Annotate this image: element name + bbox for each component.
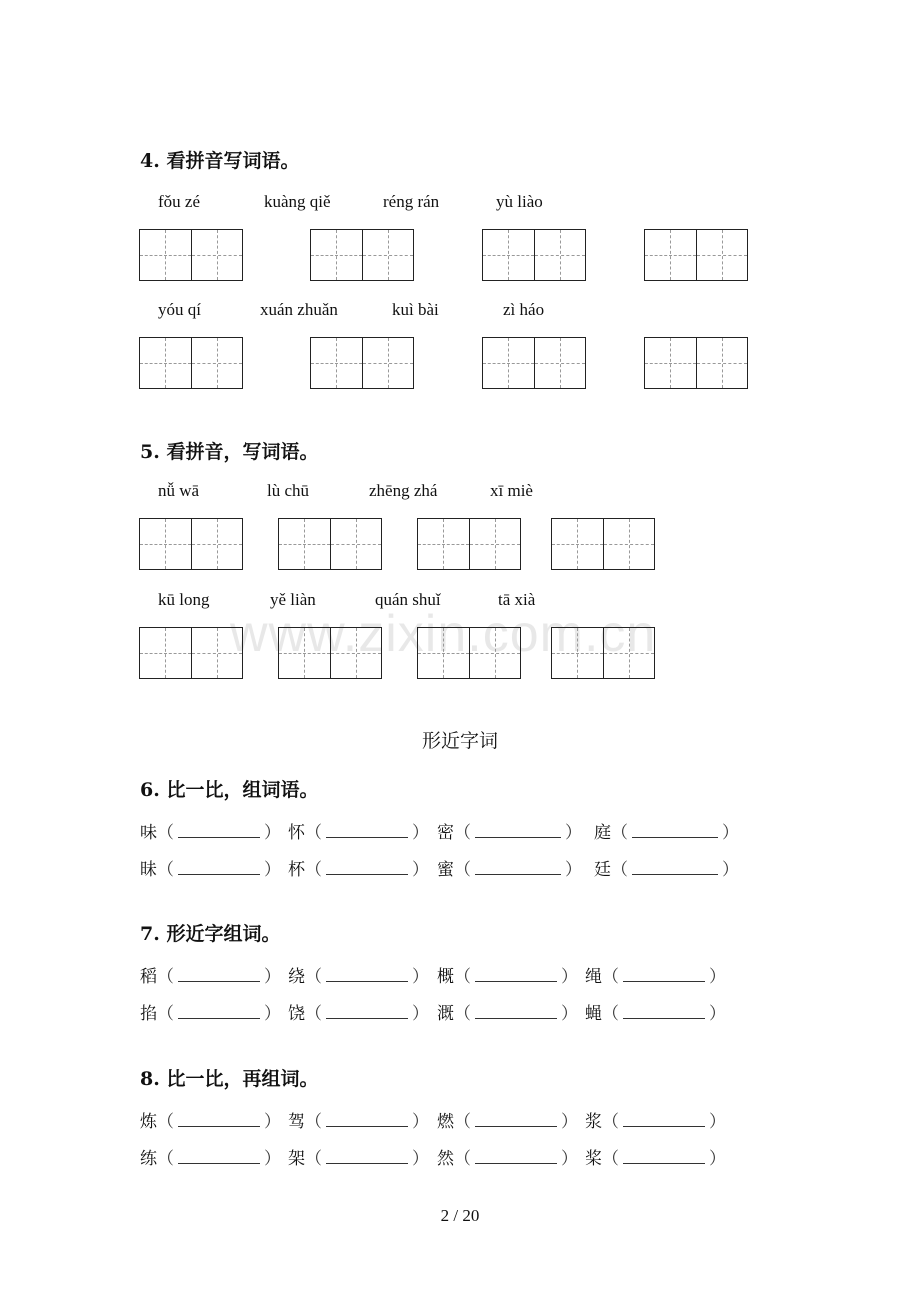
answer-blank[interactable] <box>623 969 705 982</box>
question-8-title: 8. 比一比，再组词。 <box>140 1068 319 1090</box>
close-paren: ） <box>565 823 582 843</box>
pinyin-label: xuán zhuǎn <box>260 300 338 319</box>
pinyin-label: tā xià <box>498 590 536 609</box>
pinyin-label: quán shuǐ <box>375 590 441 609</box>
open-paren: （ <box>305 967 322 987</box>
close-paren: ） <box>412 823 429 843</box>
writing-grid[interactable] <box>417 518 521 570</box>
question-4-title: 4. 看拼音写词语。 <box>140 150 300 172</box>
answer-blank[interactable] <box>623 1114 705 1127</box>
character: 炼 <box>140 1112 157 1132</box>
pinyin-label: kuì bài <box>392 300 439 319</box>
close-paren: ） <box>264 1004 281 1024</box>
character: 味 <box>140 823 157 843</box>
writing-grid[interactable] <box>139 229 243 281</box>
answer-blank[interactable] <box>326 1114 408 1127</box>
pinyin-label: fǒu zé <box>158 192 201 211</box>
close-paren: ） <box>561 967 578 987</box>
pinyin-label: yù liào <box>496 192 543 211</box>
close-paren: ） <box>722 860 739 880</box>
answer-blank[interactable] <box>326 1151 408 1164</box>
character: 练 <box>140 1149 157 1169</box>
writing-grid[interactable] <box>278 627 382 679</box>
character: 浆 <box>585 1112 602 1132</box>
character: 蜜 <box>437 860 454 880</box>
character: 稻 <box>140 967 157 987</box>
open-paren: （ <box>611 823 628 843</box>
exercise-row <box>0 962 920 986</box>
writing-grid[interactable] <box>482 229 586 281</box>
character: 然 <box>437 1149 454 1169</box>
open-paren: （ <box>454 823 471 843</box>
answer-blank[interactable] <box>475 1114 557 1127</box>
open-paren: （ <box>305 1004 322 1024</box>
answer-blank[interactable] <box>326 1006 408 1019</box>
open-paren: （ <box>454 967 471 987</box>
open-paren: （ <box>305 860 322 880</box>
character: 密 <box>437 823 454 843</box>
open-paren: （ <box>305 1112 322 1132</box>
answer-blank[interactable] <box>178 1114 260 1127</box>
open-paren: （ <box>602 1004 619 1024</box>
answer-blank[interactable] <box>632 825 718 838</box>
exercise-row <box>0 999 920 1023</box>
character: 掐 <box>140 1004 157 1024</box>
pinyin-label: lù chū <box>267 481 310 500</box>
answer-blank[interactable] <box>475 825 561 838</box>
character: 廷 <box>594 860 611 880</box>
close-paren: ） <box>412 1149 429 1169</box>
close-paren: ） <box>709 1112 726 1132</box>
open-paren: （ <box>157 1112 174 1132</box>
close-paren: ） <box>709 1004 726 1024</box>
close-paren: ） <box>264 967 281 987</box>
close-paren: ） <box>264 860 281 880</box>
open-paren: （ <box>454 1149 471 1169</box>
open-paren: （ <box>157 1004 174 1024</box>
open-paren: （ <box>454 1112 471 1132</box>
answer-blank[interactable] <box>178 862 260 875</box>
pinyin-label: kuàng qiě <box>264 192 331 211</box>
close-paren: ） <box>565 860 582 880</box>
open-paren: （ <box>157 1149 174 1169</box>
character: 溉 <box>437 1004 454 1024</box>
open-paren: （ <box>454 1004 471 1024</box>
pinyin-label: yóu qí <box>158 300 201 319</box>
character: 概 <box>437 967 454 987</box>
close-paren: ） <box>561 1149 578 1169</box>
character: 架 <box>288 1149 305 1169</box>
answer-blank[interactable] <box>326 969 408 982</box>
character: 绳 <box>585 967 602 987</box>
answer-blank[interactable] <box>326 825 408 838</box>
character: 杯 <box>288 860 305 880</box>
answer-blank[interactable] <box>475 1151 557 1164</box>
answer-blank[interactable] <box>475 1006 557 1019</box>
close-paren: ） <box>709 1149 726 1169</box>
close-paren: ） <box>264 823 281 843</box>
close-paren: ） <box>412 860 429 880</box>
open-paren: （ <box>157 967 174 987</box>
open-paren: （ <box>157 860 174 880</box>
close-paren: ） <box>722 823 739 843</box>
answer-blank[interactable] <box>623 1006 705 1019</box>
writing-grid[interactable] <box>644 229 748 281</box>
pinyin-label: yě liàn <box>270 590 316 609</box>
page-number: 2 / 20 <box>440 1206 480 1225</box>
pinyin-label: réng rán <box>383 192 440 211</box>
writing-grid[interactable] <box>482 337 586 389</box>
open-paren: （ <box>602 1112 619 1132</box>
open-paren: （ <box>611 860 628 880</box>
writing-grid[interactable] <box>139 337 243 389</box>
character: 蝇 <box>585 1004 602 1024</box>
question-7-title: 7. 形近字组词。 <box>140 923 281 945</box>
pinyin-label: nǚ wā <box>158 481 200 500</box>
close-paren: ） <box>412 1004 429 1024</box>
answer-blank[interactable] <box>475 969 557 982</box>
exercise-row <box>0 1144 920 1168</box>
close-paren: ） <box>709 967 726 987</box>
writing-grid[interactable] <box>417 627 521 679</box>
question-5-title: 5. 看拼音，写词语。 <box>140 441 319 463</box>
character: 燃 <box>437 1112 454 1132</box>
close-paren: ） <box>561 1112 578 1132</box>
pinyin-label: kū long <box>158 590 210 609</box>
open-paren: （ <box>602 1149 619 1169</box>
answer-blank[interactable] <box>632 862 718 875</box>
close-paren: ） <box>264 1149 281 1169</box>
character: 绕 <box>288 967 305 987</box>
writing-grid[interactable] <box>644 337 748 389</box>
exercise-row <box>0 818 920 842</box>
character: 桨 <box>585 1149 602 1169</box>
character: 驾 <box>288 1112 305 1132</box>
answer-blank[interactable] <box>178 1006 260 1019</box>
writing-grid[interactable] <box>310 337 414 389</box>
answer-blank[interactable] <box>178 1151 260 1164</box>
open-paren: （ <box>157 823 174 843</box>
writing-grid[interactable] <box>139 518 243 570</box>
open-paren: （ <box>305 1149 322 1169</box>
open-paren: （ <box>305 823 322 843</box>
pinyin-label: zhēng zhá <box>369 481 438 500</box>
close-paren: ） <box>264 1112 281 1132</box>
open-paren: （ <box>602 967 619 987</box>
character: 昧 <box>140 860 157 880</box>
close-paren: ） <box>561 1004 578 1024</box>
answer-blank[interactable] <box>178 825 260 838</box>
writing-grid[interactable] <box>139 627 243 679</box>
answer-blank[interactable] <box>178 969 260 982</box>
watermark: www.zixin.com.cn <box>230 605 657 663</box>
character: 饶 <box>288 1004 305 1024</box>
answer-blank[interactable] <box>475 862 561 875</box>
answer-blank[interactable] <box>623 1151 705 1164</box>
section-title: 形近字词 <box>421 730 498 752</box>
exercise-row <box>0 855 920 879</box>
open-paren: （ <box>454 860 471 880</box>
close-paren: ） <box>412 967 429 987</box>
writing-grid[interactable] <box>551 518 655 570</box>
character: 庭 <box>594 823 611 843</box>
writing-grid[interactable] <box>278 518 382 570</box>
character: 怀 <box>288 823 305 843</box>
close-paren: ） <box>412 1112 429 1132</box>
writing-grid[interactable] <box>310 229 414 281</box>
pinyin-label: xī miè <box>490 481 533 500</box>
writing-grid[interactable] <box>551 627 655 679</box>
answer-blank[interactable] <box>326 862 408 875</box>
question-6-title: 6. 比一比，组词语。 <box>140 779 319 801</box>
pinyin-label: zì háo <box>503 300 545 319</box>
exercise-row <box>0 1107 920 1131</box>
